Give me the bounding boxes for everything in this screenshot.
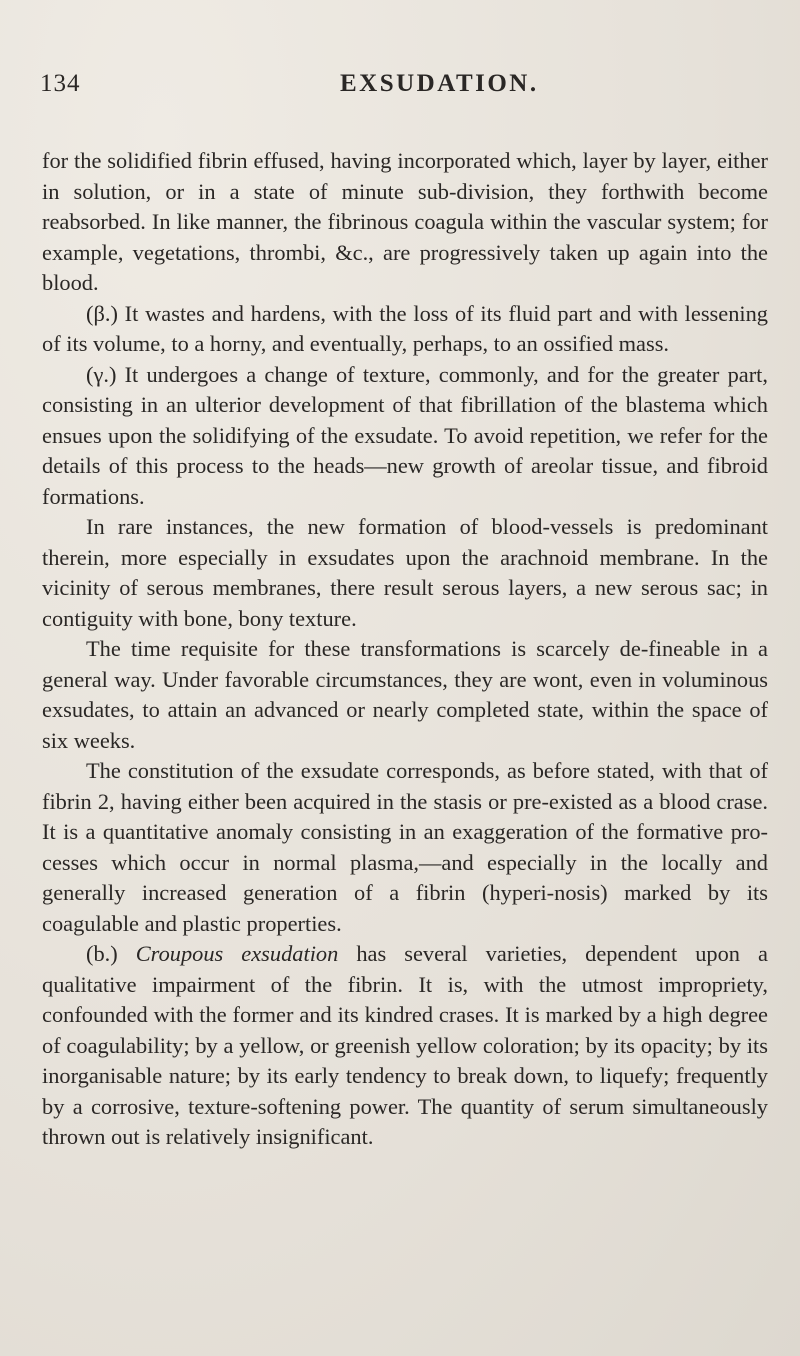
paragraph-blood-vessels: In rare instances, the new formation of blood-vessels is predominant therein, more especially in exsudates upon the arachnoid membrane. In the vicinity of serous membranes, there result serous layers, a new serous sac; in contiguity with bone, bony texture. bbox=[42, 514, 768, 631]
paragraph-croupous-lead: (b.) bbox=[86, 941, 136, 966]
body-text bbox=[42, 146, 768, 1153]
paragraph-croupous bbox=[42, 939, 768, 1153]
paragraph-continuation: for the solidified fibrin effused, having incorporated which, layer by layer, either in solution, or in a state of minute sub-division, they forthwith become reabsorbed. In like manner, the fibrinous coagula within the vascular system; for example, vegetations, thrombi, &c., are progressively taken up again into the blood. bbox=[42, 148, 768, 295]
paragraph-constitution: The constitution of the exsudate corresponds, as before stated, with that of fibrin 2, having either been acquired in the stasis or pre-existed as a blood crase. It is a quantitative anomaly consisting in an exaggeration of the formative pro-cesses which occur in normal plasma,—and especially in the locally and generally increased generation of a fibrin (hyperi-nosis) marked by its coagulable and plastic properties. bbox=[42, 758, 768, 936]
page-header bbox=[40, 70, 760, 110]
paragraph-beta: (β.) It wastes and hardens, with the loss of its fluid part and with lessening of its volume, to a horny, and eventually, perhaps, to an ossified mass. bbox=[42, 300, 768, 356]
paragraph-croupous-rest: has several varieties, dependent upon a qualitative impairment of the fibrin. It is, with the utmost impropriety, confounded with the former and its kindred crases. It is marked by a high degree of coagulability; by a yellow, or greenish yellow coloration; by its opacity; by its inorganisable nature; by its early tendency to break down, to liquefy; frequently by a corrosive, texture-softening power. The quantity of serum simultaneously thrown out is relatively insignificant. bbox=[42, 941, 768, 1149]
paragraph-gamma: (γ.) It undergoes a change of texture, commonly, and for the greater part, consisting in an ulterior development of that fibrillation of the blastema which ensues upon the solidifying of the exsudate. To avoid repetition, we refer for the details of this process to the heads—new growth of areolar tissue, and fibroid formations. bbox=[42, 361, 768, 509]
paragraph-time-requisite: The time requisite for these transformations is scarcely de-fineable in a general way. Under favorable circumstances, they are wont, even in voluminous exsudates, to attain an advanced or nearly completed state, within the space of six weeks. bbox=[42, 636, 768, 753]
running-head: EXSUDATION. bbox=[340, 70, 539, 97]
page-number: 134 bbox=[40, 70, 81, 97]
paragraph-croupous-italic-term: Croupous exsudation bbox=[135, 941, 339, 966]
